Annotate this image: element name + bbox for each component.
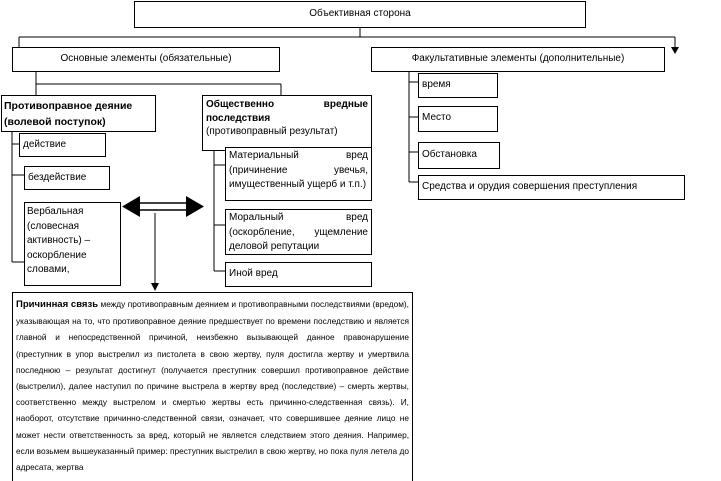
consequences-box bbox=[202, 95, 372, 151]
causation-lead: Причинная связь bbox=[16, 299, 99, 310]
verbal-box bbox=[24, 202, 121, 286]
inaction-box bbox=[24, 166, 110, 190]
main-elements-box bbox=[12, 47, 280, 72]
time-box bbox=[418, 73, 498, 98]
other-harm-label: Иной вред bbox=[229, 268, 278, 279]
place-box bbox=[418, 106, 498, 132]
moral-harm-label: Моральный вред (оскорбление, ущемление деловой репутации bbox=[229, 212, 368, 252]
consequences-sub-label: (противоправный результат) bbox=[206, 126, 338, 137]
double-arrow-icon bbox=[122, 196, 204, 217]
unlawful-act-box bbox=[1, 95, 156, 132]
situation-label: Обстановка bbox=[422, 149, 477, 160]
time-label: время bbox=[422, 79, 451, 90]
means-box bbox=[418, 175, 685, 200]
place-label: Место bbox=[422, 112, 452, 123]
unlawful-act-label: Противоправное деяние (волевой поступок) bbox=[4, 100, 133, 128]
situation-box bbox=[418, 142, 500, 169]
other-harm-box bbox=[225, 262, 372, 287]
optional-elements-box bbox=[371, 47, 665, 72]
root-label: Объективная сторона bbox=[309, 8, 411, 19]
action-box bbox=[19, 133, 106, 157]
causation-text: между противоправным деянием и противоправными последствиями (вредом), указывающая на то, что противоправное деяние предшествует по времени последствию и является главной и непосредственной причиной, неизбежно вызывающей данное правонарушение (преступник в упор выстрелил из пистолета в свою жертву, пуля достигла жертву и умертвила последнюю – результат достигнут (получается преступник совершил противоправное действие (выстрелил), далее наступил по причине выстрела в жертву вред (последствие) – смерть жертвы, соответственно между выстрелом и смертью жертвы есть причинно-следственная связь). И, наоборот, отсутствие причинно-следственной связи, означает, что совершившее деяние лицо не может нести ответственность за вред, который не является следствием этого деяния. Например, если возьмем вышеуказанный пример: преступник выстрелил в свою жертву, но пока пуля летела до адресата, жертва bbox=[16, 299, 409, 473]
inaction-label: бездействие bbox=[28, 172, 87, 183]
optional-elements-label: Факультативные элементы (дополнительные) bbox=[411, 53, 625, 64]
moral-harm-box bbox=[225, 209, 372, 255]
verbal-label: Вербальная (словесная активность) – оскорбление словами, bbox=[27, 206, 91, 275]
means-label: Средства и орудия совершения преступления bbox=[422, 181, 638, 192]
material-harm-box bbox=[225, 147, 372, 201]
main-elements-label: Основные элементы (обязательные) bbox=[60, 53, 232, 64]
root-box bbox=[134, 1, 586, 28]
causation-box bbox=[12, 292, 413, 481]
material-harm-label: Материальный вред (причинение увечья, имущественный ущерб и т.п.) bbox=[229, 150, 368, 190]
consequences-label: Общественно вредные последствия bbox=[206, 99, 368, 124]
action-label: действие bbox=[23, 139, 67, 150]
